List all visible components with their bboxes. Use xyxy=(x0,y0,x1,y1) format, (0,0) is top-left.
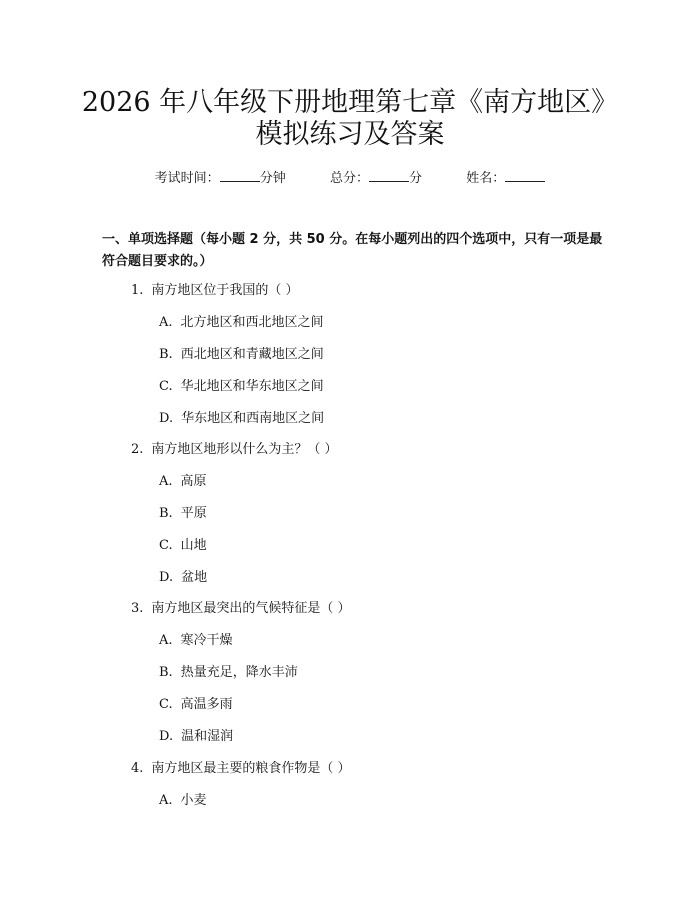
option-text: 西北地区和青藏地区之间 xyxy=(180,347,324,362)
option-letter: C. xyxy=(159,697,173,712)
name-field xyxy=(466,168,545,189)
total-score-label: 总分： xyxy=(329,171,369,186)
option-letter: A. xyxy=(159,474,173,489)
total-score-field xyxy=(330,168,422,189)
option-text: 山地 xyxy=(180,538,207,553)
option-letter: D. xyxy=(159,411,174,426)
question-3-option-c xyxy=(159,696,233,714)
question-4-option-a xyxy=(159,792,207,810)
option-text: 高原 xyxy=(180,474,207,489)
question-1-option-d xyxy=(159,410,324,428)
section-heading: 一、单项选择题（每小题 2 分，共 50 分。在每小题列出的四个选项中，只有一项是最符合题目要求的。） xyxy=(102,232,603,269)
option-letter: B. xyxy=(159,665,173,680)
question-3-option-d xyxy=(159,728,233,746)
option-text: 华东地区和西南地区之间 xyxy=(181,411,325,426)
total-score-blank xyxy=(369,168,409,182)
question-3-option-b xyxy=(159,664,298,682)
name-blank xyxy=(505,168,545,182)
option-text: 高温多雨 xyxy=(180,697,233,712)
document-title-line2: 模拟练习及答案 xyxy=(255,119,445,150)
option-text: 华北地区和华东地区之间 xyxy=(180,379,324,394)
question-number: 3. xyxy=(131,601,144,616)
question-1-option-c xyxy=(159,378,324,396)
exam-time-unit: 分钟 xyxy=(259,171,286,186)
exam-time-field xyxy=(155,168,286,189)
question-2-option-d xyxy=(159,569,207,587)
question-2 xyxy=(131,441,338,459)
exam-time-label: 考试时间： xyxy=(154,171,220,186)
option-text: 盆地 xyxy=(181,570,208,585)
document-title-line1: 2026 年八年级下册地理第七章《南方地区》 xyxy=(81,87,619,118)
question-3 xyxy=(131,600,351,618)
question-2-option-b xyxy=(159,505,207,523)
option-text: 热量充足，降水丰沛 xyxy=(180,665,298,680)
option-letter: B. xyxy=(159,347,173,362)
question-2-option-a xyxy=(159,473,207,491)
question-text: 南方地区位于我国的（ ） xyxy=(151,283,299,298)
option-letter: A. xyxy=(159,633,173,648)
question-1-option-b xyxy=(159,346,324,364)
option-letter: B. xyxy=(159,506,173,521)
option-letter: A. xyxy=(159,315,173,330)
option-text: 平原 xyxy=(180,506,207,521)
question-number: 4. xyxy=(131,761,144,776)
option-letter: C. xyxy=(159,538,173,553)
question-1-option-a xyxy=(159,314,324,332)
question-number: 2. xyxy=(131,442,144,457)
question-text: 南方地区地形以什么为主？（ ） xyxy=(151,442,338,457)
question-number: 1. xyxy=(131,283,144,298)
question-text: 南方地区最突出的气候特征是（ ） xyxy=(151,601,351,616)
exam-meta-row xyxy=(0,168,700,189)
name-label: 姓名： xyxy=(466,171,506,186)
option-letter: C. xyxy=(159,379,173,394)
option-text: 温和湿润 xyxy=(181,729,234,744)
question-1 xyxy=(131,282,299,300)
exam-time-blank xyxy=(220,168,260,182)
option-letter: D. xyxy=(159,729,174,744)
option-letter: A. xyxy=(159,793,173,808)
option-letter: D. xyxy=(159,570,174,585)
option-text: 小麦 xyxy=(180,793,207,808)
option-text: 寒冷干燥 xyxy=(180,633,233,648)
question-3-option-a xyxy=(159,632,233,650)
option-text: 北方地区和西北地区之间 xyxy=(180,315,324,330)
question-2-option-c xyxy=(159,537,207,555)
question-4 xyxy=(131,760,351,778)
total-score-unit: 分 xyxy=(409,171,423,186)
question-text: 南方地区最主要的粮食作物是（ ） xyxy=(151,761,351,776)
